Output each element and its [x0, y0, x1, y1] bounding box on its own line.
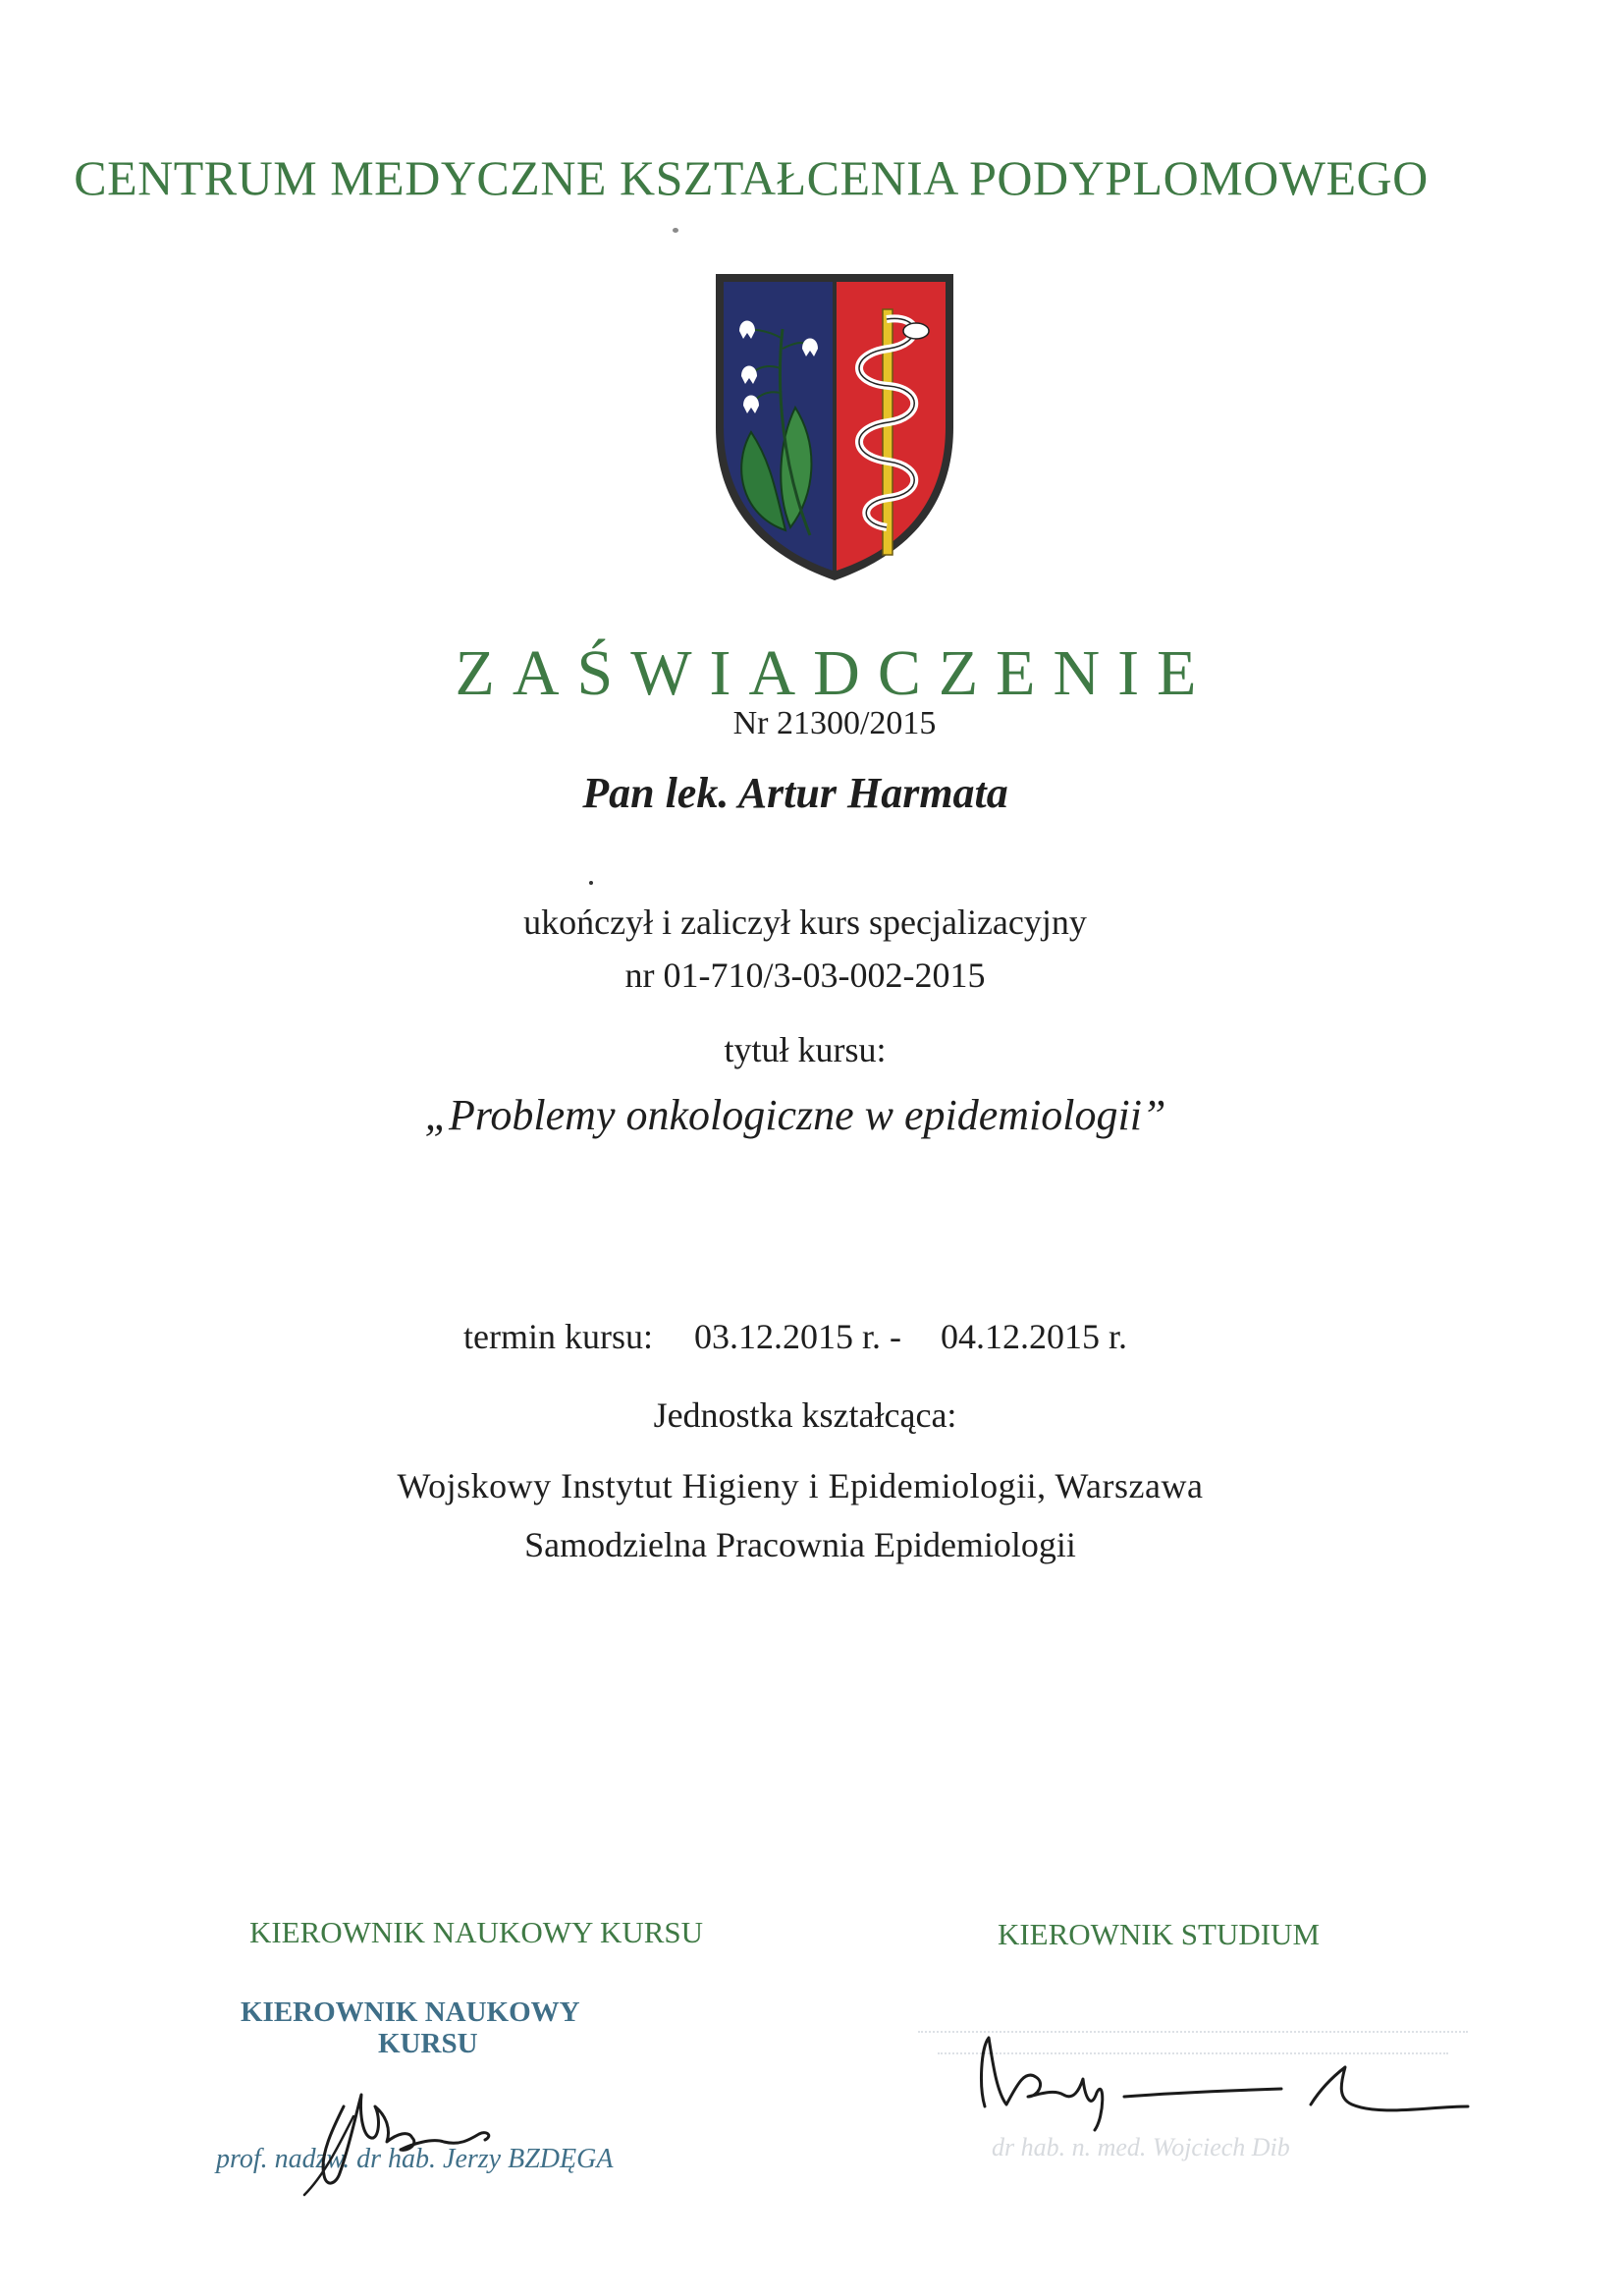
- right-signature: [967, 2008, 1478, 2136]
- stamp-line-2: KURSU: [378, 2028, 478, 2059]
- term-start: 03.12.2015 r. -: [693, 1317, 901, 1356]
- document-number: Nr 21300/2015: [732, 705, 937, 741]
- course-title-label: tytuł kursu:: [724, 1030, 887, 1069]
- term-end: 04.12.2015 r.: [940, 1317, 1127, 1356]
- scientific-director-name: prof. nadzw. dr hab. Jerzy BZDĘGA: [216, 2144, 614, 2174]
- stray-dot: [589, 881, 593, 885]
- director-stamp: [241, 1996, 614, 2059]
- decorative-dot: [673, 228, 678, 233]
- course-title: „Problemy onkologiczne w epidemiologii”: [424, 1091, 1166, 1139]
- document-title: ZAŚWIADCZENIE: [455, 637, 1215, 709]
- studium-director-name: dr hab. n. med. Wojciech Dib: [992, 2133, 1290, 2161]
- unit-label: Jednostka kształcąca:: [653, 1395, 957, 1435]
- unit-department: Samodzielna Pracownia Epidemiologii: [524, 1525, 1076, 1564]
- stamp-line-1: KIEROWNIK NAUKOWY: [241, 1996, 580, 2028]
- left-signature: [265, 2048, 579, 2195]
- coat-of-arms-icon: [712, 270, 957, 584]
- studium-director-title: KIEROWNIK STUDIUM: [997, 1917, 1321, 1951]
- recipient-name: Pan lek. Artur Harmata: [582, 769, 1008, 817]
- term-label: termin kursu:: [463, 1317, 653, 1356]
- course-term: [0, 1316, 1591, 1357]
- institution-name: CENTRUM MEDYCZNE KSZTAŁCENIA PODYPLOMOWEGO: [74, 150, 1429, 205]
- scientific-director-title: KIEROWNIK NAUKOWY KURSU: [248, 1915, 704, 1949]
- course-number: nr 01-710/3-03-002-2015: [624, 956, 986, 995]
- completion-statement: ukończył i zaliczył kurs specjalizacyjny: [523, 902, 1087, 942]
- unit-name: Wojskowy Instytut Higieny i Epidemiologii, Warszawa: [397, 1466, 1204, 1505]
